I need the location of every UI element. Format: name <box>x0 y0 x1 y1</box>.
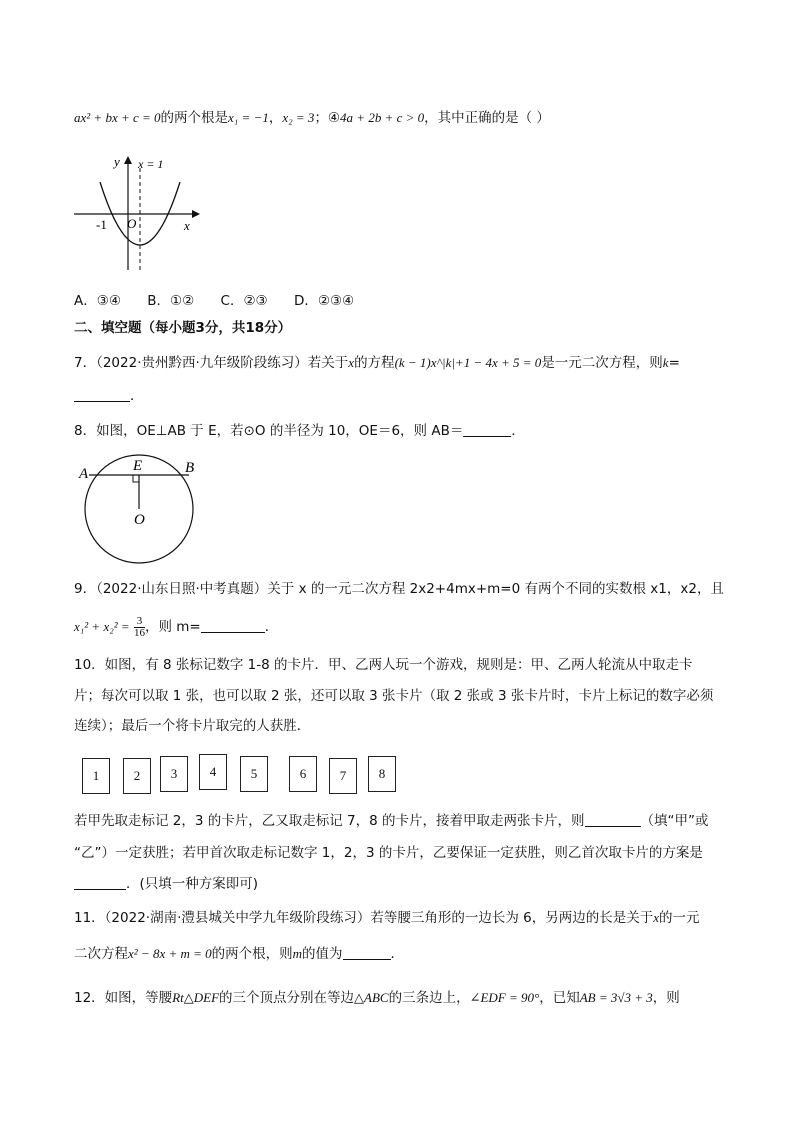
q12-angle: ∠EDF = 90° <box>469 990 540 1005</box>
q8-answer-blank[interactable] <box>463 422 511 437</box>
q11-m: m <box>292 946 303 961</box>
q11-line-2c: 的值为 <box>302 946 343 962</box>
section-2-heading: 二、填空题（每小题3分，共18分） <box>74 320 292 336</box>
q9-fraction <box>134 616 145 639</box>
q9-lhs: x₁² + x₂² = <box>74 619 130 634</box>
q6-equation: ax² + bx + c = 0 <box>74 110 161 125</box>
card-7: 7 <box>329 758 357 794</box>
q7-mid: 的方程 <box>354 355 395 371</box>
option-d: D．②③④ <box>293 293 355 309</box>
q7-pre: 7．（2022·贵州黔西·九年级阶段练习）若关于 <box>74 355 349 371</box>
q12-post: ，则 <box>652 990 680 1006</box>
neg-one-label: -1 <box>96 217 107 232</box>
q10-line-5: “乙”）一定获胜；若甲首次取走标记数字 1，2，3 的卡片，乙要保证一定获胜，则乙首次取卡片的方案是 <box>74 845 703 861</box>
x-axis-arrow <box>192 210 200 218</box>
card-3: 3 <box>160 756 188 792</box>
point-e-label: E <box>133 458 143 474</box>
q9-numerator: 3 <box>134 616 145 628</box>
point-b-label: B <box>185 460 195 476</box>
q8-circle-figure <box>76 454 206 566</box>
q11-line-1a: 11．（2022·湖南·澧县城关中学九年级阶段练习）若等腰三角形的一边长为 6，另两边的长是关于 <box>74 910 654 926</box>
card-1: 1 <box>82 758 110 794</box>
q9-post: ，则 m= <box>144 619 201 635</box>
q6-text-3: ，其中正确的是（ ） <box>424 110 550 126</box>
q6-options <box>74 291 354 311</box>
q10-line-2: 片；每次可以取 1 张，也可以取 2 张，还可以取 3 张卡片（取 2 张或 3 张卡片时，卡片上标记的数字必须 <box>74 688 714 704</box>
q6-text-1: 的两个根是 <box>160 110 229 126</box>
q6-root-1: x₁ = −1 <box>228 110 269 125</box>
q10-line-1: 10．如图，有 8 张标记数字 1-8 的卡片．甲、乙两人玩一个游戏，规则是：甲、乙两人轮流从中取走卡 <box>74 657 693 673</box>
card-4: 4 <box>199 754 227 790</box>
q8-line <box>74 421 525 441</box>
origin-label: O <box>127 216 137 231</box>
right-angle-mark <box>133 475 139 482</box>
q6-parabola-graph <box>70 150 210 275</box>
q7-answer-blank[interactable] <box>74 387 130 402</box>
q12-triangle-def: Rt△DEF <box>172 990 220 1005</box>
option-b: B．①② <box>147 293 195 309</box>
y-axis-arrow <box>124 156 132 164</box>
q10-line-3: 连续）；最后一个将卡片取完的人获胜． <box>74 718 311 734</box>
q12-pre: 12．如图，等腰 <box>74 990 173 1006</box>
q9-line-2 <box>74 609 278 645</box>
q7-equation: (k − 1)x^|k|+1 − 4x + 5 = 0 <box>394 355 542 370</box>
q11-end: ． <box>390 946 405 962</box>
q6-text-2: ；④ <box>314 110 341 126</box>
q6-sep: ， <box>268 110 283 126</box>
q11-answer-blank[interactable] <box>343 945 391 960</box>
q12-triangle-abc: △ABC <box>354 990 389 1005</box>
q12-mid3: ，已知 <box>539 990 580 1006</box>
q7-answer-line: ． <box>74 386 144 406</box>
q10-line-4 <box>74 811 709 831</box>
q10-line-6-text: ．(只填一种方案即可) <box>126 876 259 892</box>
q9-answer-blank[interactable] <box>201 618 265 633</box>
q12-ab: AB = 3√3 + 3 <box>579 990 653 1005</box>
q10-line-6 <box>74 874 258 894</box>
q10-line-4a: 若甲先取走标记 2，3 的卡片，乙又取走标记 7，8 的卡片，接着甲取走两张卡片，则 <box>74 813 585 829</box>
point-o-label: O <box>134 512 145 528</box>
q8-text: 8．如图，OE⊥AB 于 E，若⊙O 的半径为 10，OE＝6，则 AB＝ <box>74 423 464 439</box>
point-a-label: A <box>79 466 89 482</box>
option-a: A．③④ <box>74 293 121 309</box>
q7-line <box>74 353 680 373</box>
q7-k: k <box>662 355 669 370</box>
q11-line-2 <box>74 944 404 964</box>
q11-equation: x² − 8x + m = 0 <box>128 946 212 961</box>
q6-tail-line <box>74 108 550 128</box>
q11-line-2b: 的两个根，则 <box>211 946 293 962</box>
q10-answer-blank-1[interactable] <box>585 812 641 827</box>
q9-denominator: 16 <box>133 626 145 639</box>
q9-end: ． <box>264 619 279 635</box>
q7-x: x <box>348 355 355 370</box>
q10-line-4b: （填“甲”或 <box>640 813 709 829</box>
q7-eq-sign: = <box>668 355 680 371</box>
q11-line-1b: 的一元 <box>659 910 700 926</box>
q12-mid2: 的三条边上， <box>388 990 470 1006</box>
option-c: C．②③ <box>220 293 268 309</box>
q6-condition: 4a + 2b + c > 0 <box>340 110 425 125</box>
x-axis-label: x <box>184 218 190 233</box>
card-2: 2 <box>123 758 151 794</box>
q11-x: x <box>653 910 660 925</box>
q9-line-1: 9．（2022·山东日照·中考真题）关于 x 的一元二次方程 2x2+4mx+m=0 有两个不同的实数根 x1，x2，且 <box>74 581 724 597</box>
q11-line-2a: 二次方程 <box>74 946 128 962</box>
y-axis-label: y <box>114 154 120 169</box>
q6-root-2: x₂ = 3 <box>282 110 315 125</box>
q12-mid: 的三个顶点分别在等边 <box>219 990 355 1006</box>
q7-post: 是一元二次方程，则 <box>541 355 663 371</box>
card-5: 5 <box>240 756 268 792</box>
card-8: 8 <box>368 756 396 792</box>
card-6: 6 <box>289 756 317 792</box>
q10-answer-blank-2[interactable] <box>74 875 126 890</box>
q11-line-1 <box>74 908 700 928</box>
symmetry-axis-label: x = 1 <box>138 157 164 171</box>
q8-end: ． <box>511 423 525 439</box>
q12-line <box>74 988 680 1008</box>
